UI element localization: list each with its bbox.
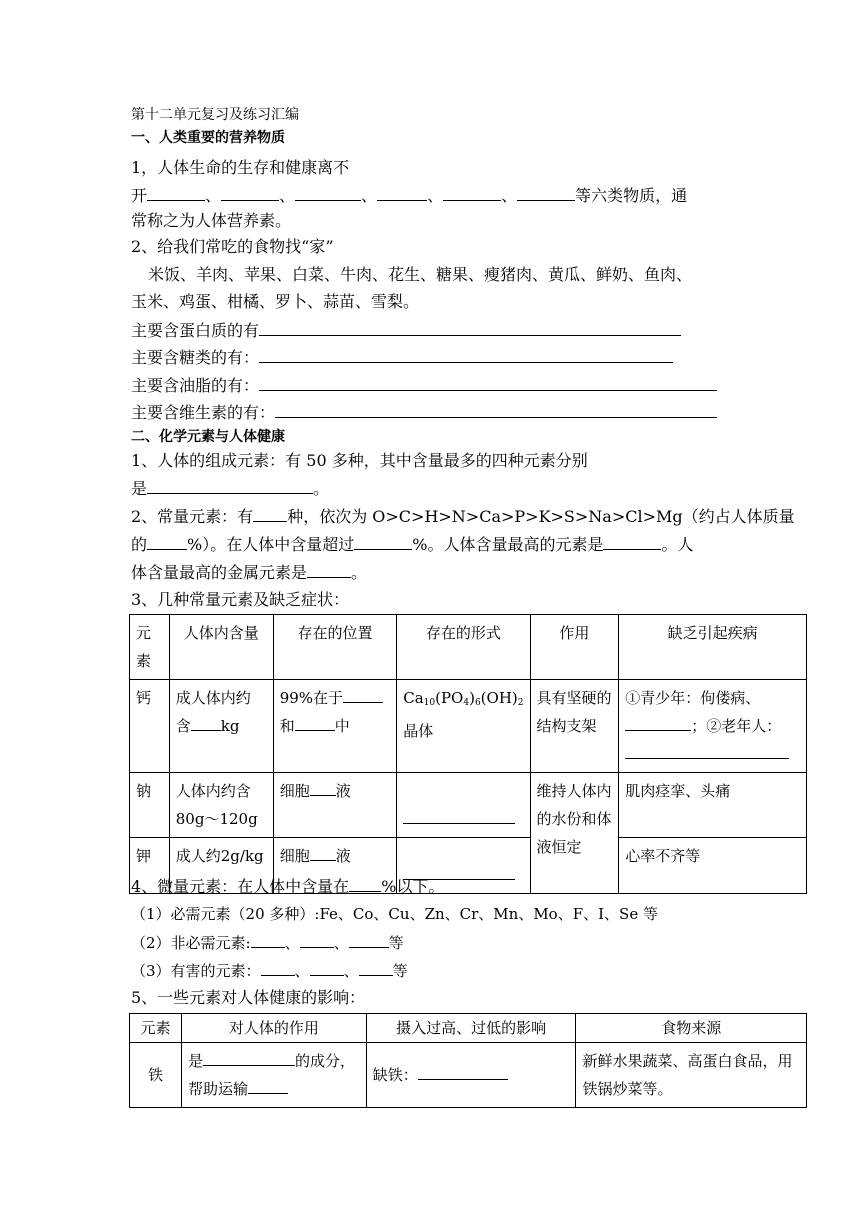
- disease-cell: 肌肉痉挛、头痛: [619, 773, 807, 838]
- sugar-line: 主要含糖类的有：: [131, 347, 673, 368]
- header-cell: 食物来源: [576, 1014, 807, 1043]
- blank[interactable]: [295, 715, 335, 731]
- sec1-q1-line-b: 开 、 、 、 、 、 等六类物质，通: [131, 186, 688, 205]
- table-row-calcium: [130, 680, 807, 773]
- blank[interactable]: [603, 534, 661, 550]
- form-cell: [397, 773, 530, 838]
- form-cell: $Ca_{10}(PO_4)_6(OH)_2$ 晶体: [397, 680, 530, 773]
- header-cell: 作用: [530, 615, 619, 680]
- header-cell: 对人体的作用: [181, 1014, 366, 1043]
- amount-cell: 成人约2g/kg: [169, 838, 273, 894]
- position-cell: 细胞 液: [273, 773, 397, 838]
- element-name: 钠: [130, 773, 170, 838]
- position-cell: 99%在于 和 中: [273, 680, 397, 773]
- table-header-row: [130, 615, 807, 680]
- disease-cell: 心率不齐等: [619, 838, 807, 894]
- sec1-q1-line-c: 常称之为人体营养素。: [131, 211, 292, 230]
- blank[interactable]: [349, 876, 381, 892]
- header-cell: 存在的形式: [397, 615, 530, 680]
- sec2-q1-line-a: 1、人体的组成元素：有 50 多种，其中含量最多的四种元素分别: [131, 451, 588, 470]
- element-name: 钾: [130, 838, 170, 894]
- section-1-heading: 一、人类重要的营养物质: [131, 130, 285, 146]
- amount-cell: 人体内约含80g～120g: [169, 773, 273, 838]
- foods-line-1: 米饭、羊肉、苹果、白菜、牛肉、花生、糖果、瘦猪肉、黄瓜、鲜奶、鱼肉、: [148, 265, 693, 284]
- macro-elements-table: [129, 614, 807, 894]
- amount-cell: 成人体内约 含 kg: [169, 680, 273, 773]
- header-cell: 元素: [130, 615, 170, 680]
- blank[interactable]: [259, 347, 673, 363]
- blank[interactable]: [443, 185, 501, 201]
- source-cell: 新鲜水果蔬菜、高蛋白食品，用铁锅炒菜等。: [576, 1043, 807, 1108]
- trace-elements-table: [129, 1013, 807, 1108]
- sec2-q3: 3、几种常量元素及缺乏症状：: [131, 590, 350, 609]
- sec2-q2-line-a: 2、常量元素：有 种，依次为 O>C>H>N>Ca>P>K>S>Na>Cl>Mg（约占人体质量: [131, 507, 795, 526]
- header-cell: 人体内含量: [169, 615, 273, 680]
- header-cell: 存在的位置: [273, 615, 397, 680]
- role-cell: 具有坚硬的结构支架: [530, 680, 619, 773]
- blank[interactable]: [403, 808, 515, 824]
- blank[interactable]: [203, 1050, 295, 1066]
- blank[interactable]: [221, 185, 279, 201]
- vitamin-line: 主要含维生素的有：: [131, 402, 717, 423]
- blank[interactable]: [359, 960, 393, 976]
- document-title: 第十二单元复习及练习汇编: [131, 107, 299, 123]
- blank[interactable]: [517, 185, 575, 201]
- sec2-q2-line-c: 体含量最高的金属元素是 。: [131, 563, 368, 582]
- blank[interactable]: [349, 932, 389, 948]
- role-cell: 是 的成分， 帮助运输: [181, 1043, 366, 1108]
- sec2-q4-3: （3）有害的元素： 、 、 等: [131, 962, 408, 980]
- formula: $Ca_{10}(PO_4)_6(OH)_2$: [403, 689, 524, 708]
- table-row-iron: [130, 1043, 807, 1108]
- blank[interactable]: [310, 960, 344, 976]
- blank[interactable]: [259, 375, 717, 391]
- blank[interactable]: [343, 687, 383, 703]
- section-2-heading: 二、化学元素与人体健康: [131, 429, 285, 445]
- blank[interactable]: [307, 562, 351, 578]
- blank[interactable]: [253, 506, 287, 522]
- position-cell: 细胞 液: [273, 838, 397, 894]
- header-cell: 缺乏引起疾病: [619, 615, 807, 680]
- sec2-q4: 4、微量元素：在人体中含量在 %以下。: [131, 877, 445, 896]
- sec1-q2: 2、给我们常吃的食物找“家”: [131, 237, 334, 256]
- sec2-q4-2: （2）非必需元素: 、 、 等: [131, 934, 404, 952]
- sec1-q1-line-a: 1，人体生命的生存和健康离不: [131, 158, 350, 177]
- blank[interactable]: [147, 534, 187, 550]
- blank[interactable]: [418, 1064, 508, 1080]
- blank[interactable]: [310, 780, 336, 796]
- table-header-row: [130, 1014, 807, 1043]
- element-name: 钙: [130, 680, 170, 773]
- blank[interactable]: [295, 185, 361, 201]
- sec2-q1-line-b: 是 。: [131, 479, 330, 498]
- blank[interactable]: [191, 715, 221, 731]
- protein-line: 主要含蛋白质的有: [131, 320, 681, 341]
- element-name: 铁: [130, 1043, 182, 1108]
- blank[interactable]: [147, 185, 205, 201]
- effect-cell: 缺铁：: [366, 1043, 576, 1108]
- sec2-q4-1: （1）必需元素（20 多种）:Fe、Co、Cu、Zn、Cr、Mn、Mo、F、I、Se 等: [131, 905, 658, 923]
- blank[interactable]: [300, 932, 334, 948]
- blank[interactable]: [625, 743, 789, 759]
- fat-line: 主要含油脂的有：: [131, 375, 717, 396]
- blank[interactable]: [261, 960, 295, 976]
- blank[interactable]: [147, 478, 313, 494]
- header-cell: 元素: [130, 1014, 182, 1043]
- sec2-q2-line-b: 的 %）。在人体中含量超过 %。人体含量最高的元素是 。人: [131, 535, 694, 554]
- role-cell: 维持人体内的水份和体液恒定: [530, 773, 619, 894]
- disease-cell: ①青少年：佝偻病、 ；②老年人：: [619, 680, 807, 773]
- table-row-sodium: [130, 773, 807, 838]
- sec2-q5: 5、一些元素对人体健康的影响：: [131, 988, 366, 1007]
- blank[interactable]: [310, 845, 336, 861]
- blank[interactable]: [248, 1078, 288, 1094]
- blank[interactable]: [259, 320, 681, 336]
- blank[interactable]: [251, 932, 285, 948]
- blank[interactable]: [354, 534, 412, 550]
- foods-line-2: 玉米、鸡蛋、柑橘、罗卜、蒜苗、雪梨。: [131, 292, 420, 311]
- header-cell: 摄入过高、过低的影响: [366, 1014, 576, 1043]
- blank[interactable]: [275, 402, 717, 418]
- blank[interactable]: [625, 715, 691, 731]
- blank[interactable]: [377, 185, 427, 201]
